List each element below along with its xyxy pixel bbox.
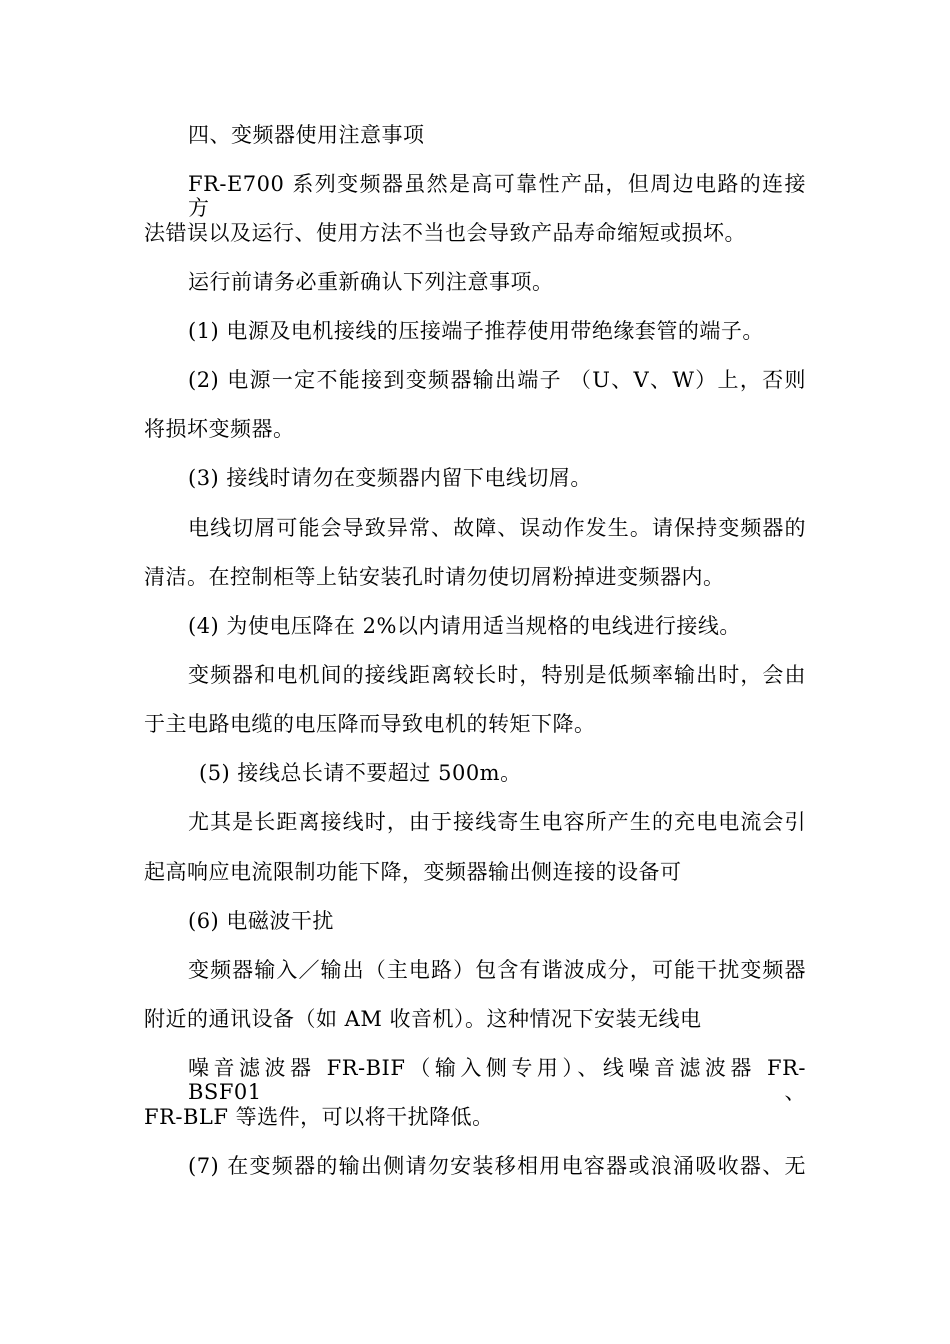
list-item-7: (7) 在变频器的输出侧请勿安装移相用电容器或浪涌吸收器、无	[188, 1154, 806, 1178]
paragraph-line: 变频器和电机间的接线距离较长时，特别是低频率输出时，会由	[188, 663, 806, 687]
paragraph-line: 运行前请务必重新确认下列注意事项。	[188, 270, 554, 294]
section-heading: 四、变频器使用注意事项	[188, 123, 425, 147]
paragraph-line: 于主电路电缆的电压降而导致电机的转矩下降。	[144, 712, 596, 736]
paragraph-line: 起高响应电流限制功能下降，变频器输出侧连接的设备可	[144, 860, 682, 884]
paragraph-line: 噪音滤波器 FR-BIF（输入侧专用）、线噪音滤波器 FR-BSF01、	[188, 1056, 806, 1104]
paragraph-line: 法错误以及运行、使用方法不当也会导致产品寿命缩短或损坏。	[144, 221, 746, 245]
paragraph-line: 尤其是长距离接线时，由于接线寄生电容所产生的充电电流会引	[188, 810, 806, 834]
list-item-3: (3) 接线时请勿在变频器内留下电线切屑。	[188, 466, 592, 490]
paragraph-line: 清洁。在控制柜等上钻安装孔时请勿使切屑粉掉进变频器内。	[144, 565, 725, 589]
list-item-2: (2) 电源一定不能接到变频器输出端子 （U、V、W）上，否则	[188, 368, 806, 392]
paragraph-line: FR-BLF 等选件，可以将干扰降低。	[144, 1105, 494, 1129]
list-item-1: (1) 电源及电机接线的压接端子推荐使用带绝缘套管的端子。	[188, 319, 764, 343]
list-item-5: (5) 接线总长请不要超过 500m。	[199, 761, 522, 785]
list-item-6: (6) 电磁波干扰	[188, 909, 334, 933]
paragraph-line: 附近的通讯设备（如 AM 收音机）。这种情况下安装无线电	[144, 1007, 702, 1031]
paragraph-line: 将损坏变频器。	[144, 417, 295, 441]
list-item-4: (4) 为使电压降在 2%以内请用适当规格的电线进行接线。	[188, 614, 741, 638]
paragraph-line: 电线切屑可能会导致异常、故障、误动作发生。请保持变频器的	[188, 516, 806, 540]
paragraph-line: 变频器输入／输出（主电路）包含有谐波成分，可能干扰变频器	[188, 958, 806, 982]
paragraph-line: FR-E700 系列变频器虽然是高可靠性产品，但周边电路的连接方	[188, 172, 806, 220]
